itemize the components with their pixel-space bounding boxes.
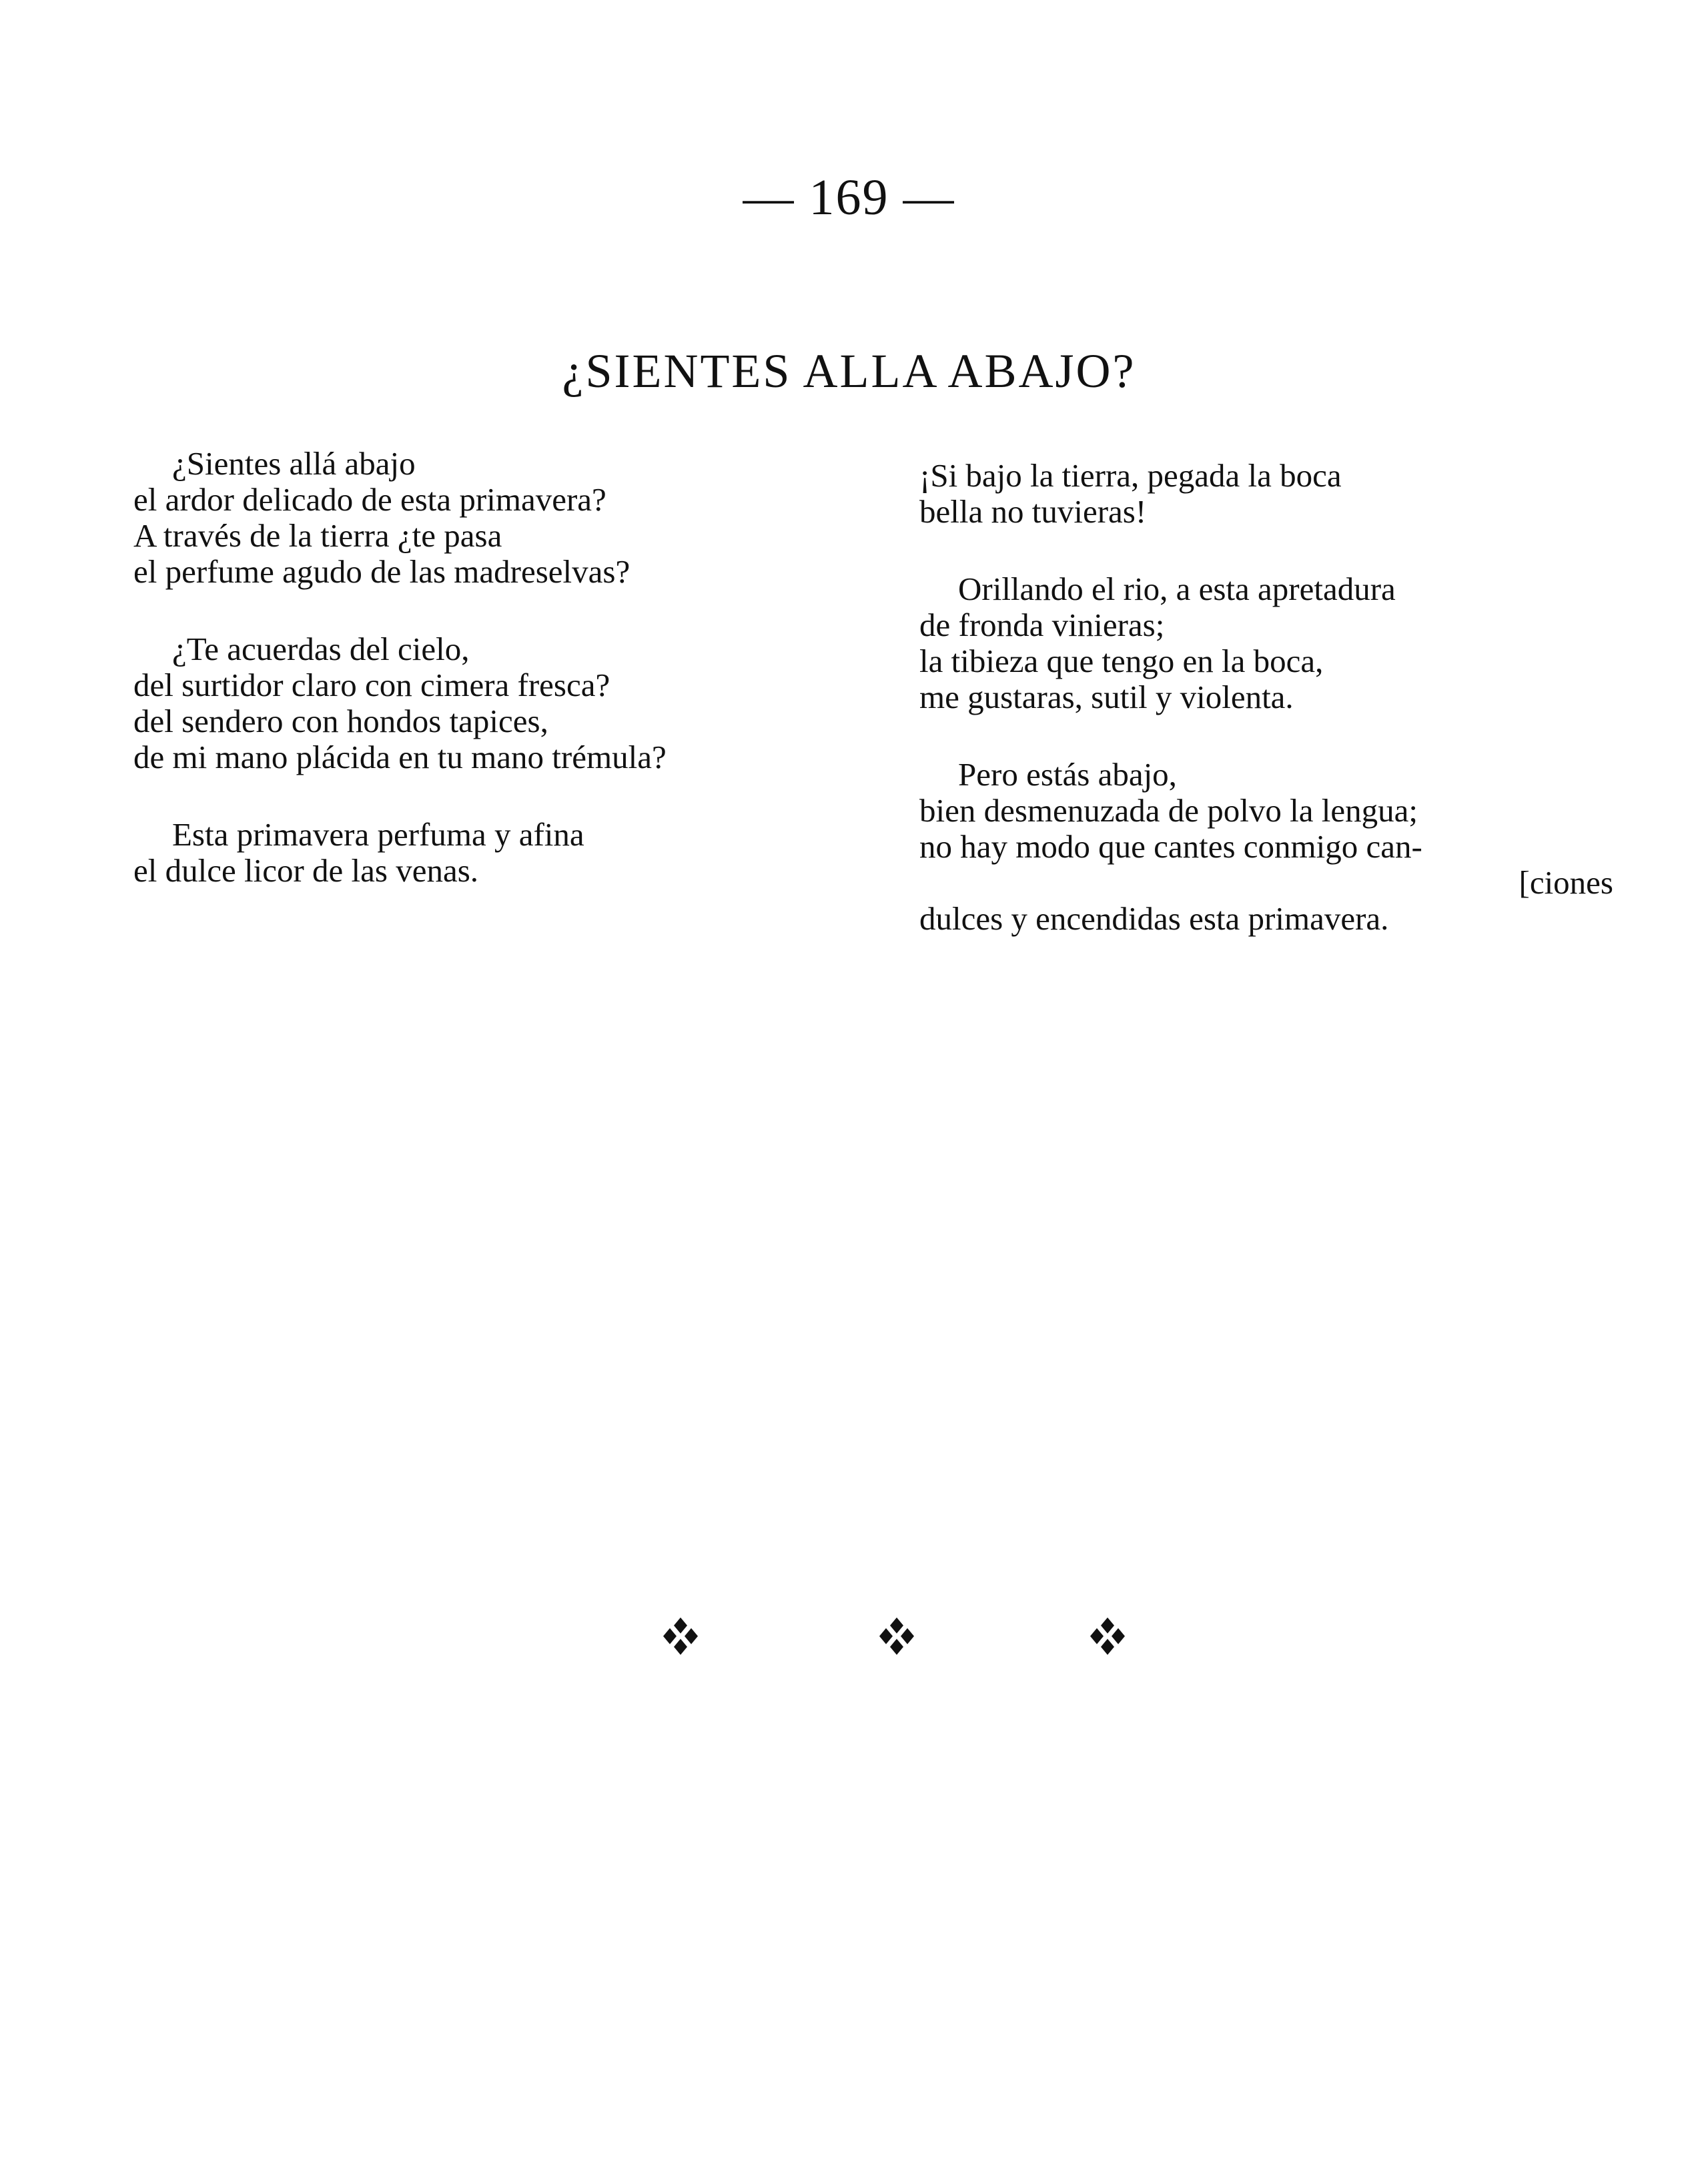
verse-line: bella no tuvieras! [919,493,1147,530]
ornament-row [0,1615,1698,1662]
verse-line: A través de la tierra ¿te pasa [133,517,502,554]
verse-line: del surtidor claro con cimera fresca? [133,667,610,703]
verse-line: no hay modo que cantes conmigo can- [919,828,1422,865]
diamond-cluster-icon [659,1615,702,1658]
verse-line: ¡Si bajo la tierra, pegada la boca [919,457,1342,494]
verse-line: de fronda vinieras; [919,607,1165,643]
verse-line: del sendero con hondos tapices, [133,703,548,739]
verse-line: el dulce licor de las venas. [133,852,479,889]
verse-line: el ardor delicado de esta primavera? [133,481,606,518]
stanza-1 [133,446,867,590]
poem-title: ¿SIENTES ALLA ABAJO? [562,344,1136,398]
verse-line: de mi mano plácida en tu mano trémula? [133,739,667,775]
stanza-6 [919,757,1613,937]
page-number: — 169 — [743,169,955,226]
verse-line-continuation: [ciones [1519,864,1613,901]
verse-line: Pero estás abajo, [958,756,1177,793]
diamond-cluster-icon [875,1615,918,1658]
verse-line: ¿Sientes allá abajo [172,445,416,482]
right-column [919,458,1613,978]
stanza-2 [133,631,867,775]
stanza-5 [919,571,1613,715]
diamond-cluster-icon [1086,1615,1129,1658]
verse-line: bien desmenuzada de polvo la lengua; [919,792,1418,829]
verse-line: el perfume agudo de las madreselvas? [133,553,630,590]
verse-line: Esta primavera perfuma y afina [172,816,584,853]
verse-line: dulces y encendidas esta primavera. [919,900,1389,937]
verse-line: la tibieza que tengo en la boca, [919,643,1324,679]
stanza-4 [919,458,1613,530]
left-column [133,446,867,930]
verse-line: ¿Te acuerdas del cielo, [172,631,470,667]
stanza-3 [133,817,867,889]
verse-line: Orillando el rio, a esta apretadura [958,571,1396,607]
verse-line: me gustaras, sutil y violenta. [919,679,1294,715]
